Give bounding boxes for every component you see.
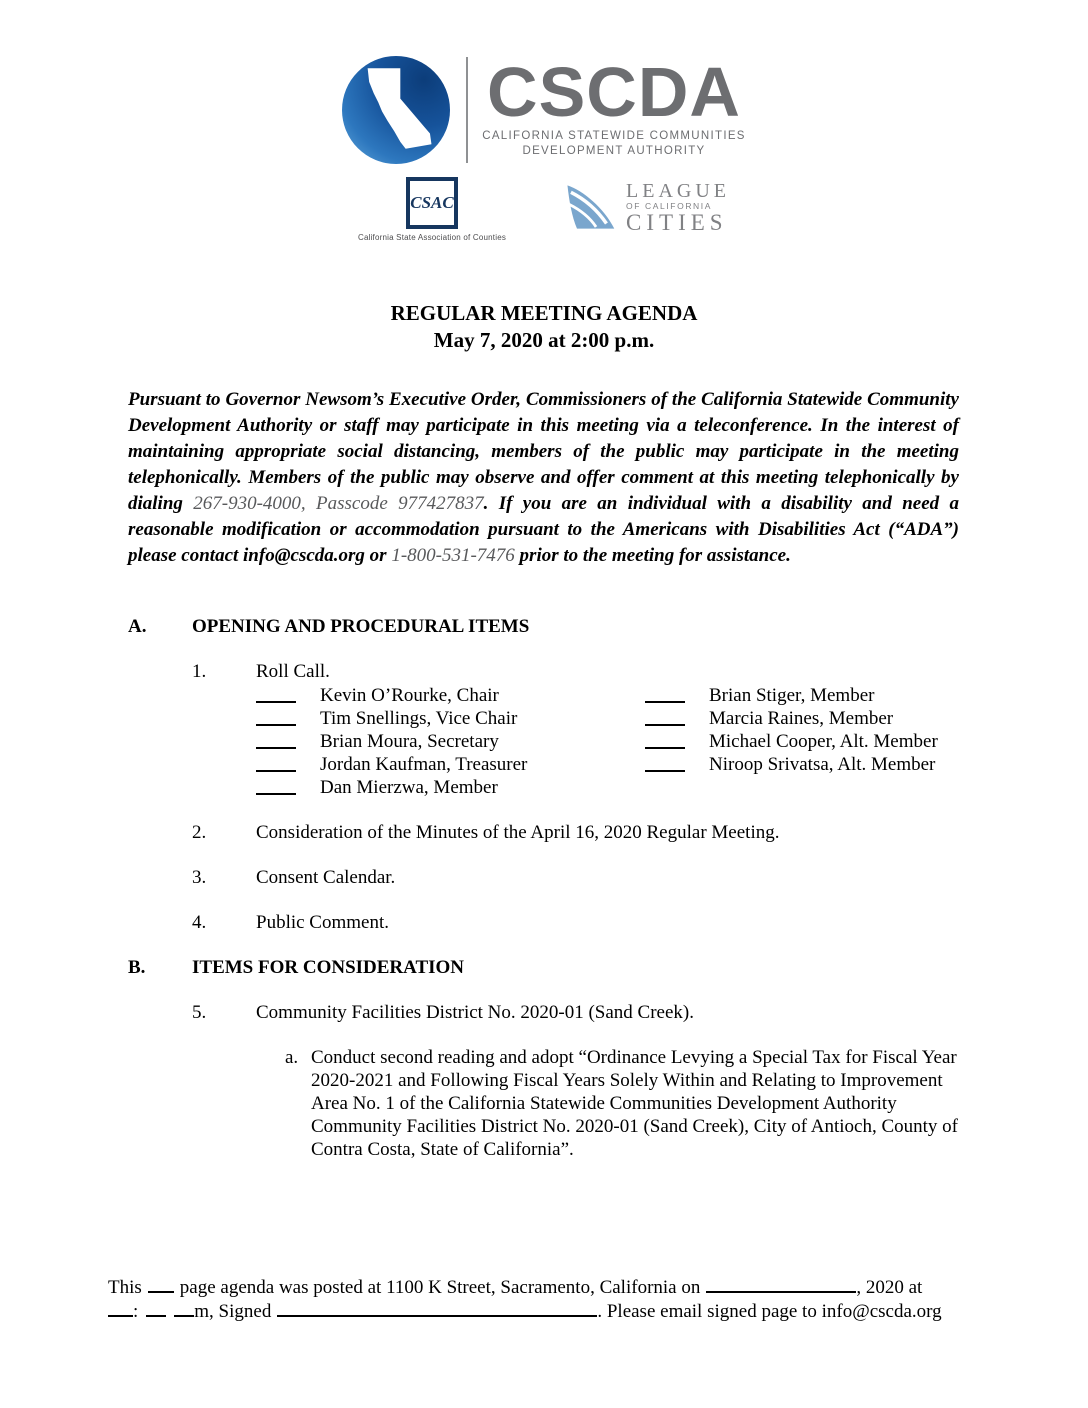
posting-line-2 <box>108 1300 976 1324</box>
league-wordmark-block <box>626 181 730 234</box>
org-name-line1: CALIFORNIA STATEWIDE COMMUNITIES <box>482 130 746 142</box>
item-5-text: Community Facilities District No. 2020-01 (Sand Creek). <box>256 1002 695 1023</box>
csac-wordmark: CSAC <box>410 193 454 212</box>
posting-text-email: . Please email signed page to info@cscda.org <box>597 1301 942 1322</box>
league-swoosh-icon <box>564 179 616 235</box>
posting-date-blank <box>706 1276 856 1293</box>
section-b-heading: ITEMS FOR CONSIDERATION <box>192 957 465 978</box>
section-a-heading: OPENING AND PROCEDURAL ITEMS <box>192 616 530 637</box>
csac-caption: California State Association of Counties <box>357 233 507 242</box>
posting-text: m, Signed <box>194 1301 272 1322</box>
am-pm-blank <box>174 1300 194 1317</box>
signature-blank <box>277 1300 597 1317</box>
item-3-number: 3. <box>192 867 207 888</box>
cscda-wordmark-block <box>482 53 746 159</box>
agenda-body <box>128 615 959 1161</box>
roll-call-blank <box>256 684 296 703</box>
posting-text: This <box>108 1277 142 1298</box>
posting-line-1 <box>108 1276 976 1300</box>
agenda-item-4 <box>192 911 959 934</box>
agenda-item-5 <box>192 1001 959 1024</box>
notice-text-2: . If you are an individual with a disability and need a reasonable modification or accommodation pursuant to the Americans with Disabilities Act (“ADA”) please contact info@cscda.org or <box>128 493 959 566</box>
posting-text: : <box>133 1301 139 1322</box>
roll-call-blank <box>256 753 296 772</box>
roll-call-blank <box>645 753 685 772</box>
roll-call-blank <box>256 730 296 749</box>
item-2-text: Consideration of the Minutes of the April 16, 2020 Regular Meeting. <box>256 822 780 843</box>
item-2-number: 2. <box>192 822 207 843</box>
item-4-number: 4. <box>192 912 207 933</box>
league-line3: CITIES <box>626 209 728 235</box>
agenda-item-1 <box>192 660 959 683</box>
roll-call-blank <box>256 707 296 726</box>
dial-in-number: 267-930-4000, Passcode 977427837 <box>193 493 484 514</box>
meeting-title: REGULAR MEETING AGENDA <box>390 301 698 325</box>
notice-text-1: Pursuant to Governor Newsom’s Executive Order, Commissioners of the California Statewide Community Development Authority or staff may participate in this meeting via a teleconference. In the interest of maintaining appropriate social distancing, members of the public may participate in the meeting telephonically. Members of the public may observe and offer comment at this meeting telephonically by dialing <box>128 389 959 514</box>
item-5a-text: Conduct second reading and adopt “Ordinance Levying a Special Tax for Fiscal Year 2020-2021 and Following Fiscal Years Solely Within and Relating to Improvement Area No. 1 of the California Statewide Communities Development Authority Community Facilities District No. 2020-01 (Sand Creek), City of Antioch, County of Contra Costa, State of California”. <box>311 1047 959 1160</box>
roll-call-blank <box>645 730 685 749</box>
california-globe-icon <box>342 56 450 164</box>
roll-call-name: Brian Stiger, Member <box>709 685 875 706</box>
section-a-label: A. <box>128 616 147 637</box>
section-b <box>128 956 959 979</box>
header-logos <box>0 53 1088 242</box>
hour-blank <box>108 1300 133 1317</box>
item-1-number: 1. <box>192 661 207 682</box>
roll-call-name: Kevin O’Rourke, Chair <box>320 685 499 706</box>
section-b-label: B. <box>128 957 146 978</box>
agenda-item-2 <box>192 821 959 844</box>
roll-call-name: Jordan Kaufman, Treasurer <box>320 754 528 775</box>
teleconference-notice <box>128 387 959 569</box>
roll-call-name: Tim Snellings, Vice Chair <box>320 708 518 729</box>
agenda-item-3 <box>192 866 959 889</box>
roll-call-name: Marcia Raines, Member <box>709 708 894 729</box>
roll-call-blank <box>256 776 296 795</box>
posting-text: page agenda was posted at 1100 K Street, Sacramento, California on <box>179 1277 701 1298</box>
csac-box-icon <box>406 177 458 229</box>
agenda-item-5a <box>285 1046 959 1161</box>
item-5a-letter: a. <box>285 1047 299 1068</box>
posting-text: , 2020 at <box>856 1277 923 1298</box>
roll-call-list <box>256 684 959 799</box>
roll-call-name: Michael Cooper, Alt. Member <box>709 731 938 752</box>
roll-call-name: Dan Mierzwa, Member <box>320 777 498 798</box>
cscda-logo <box>0 53 1088 164</box>
league-line2: OF CALIFORNIA <box>626 200 713 211</box>
meeting-datetime: May 7, 2020 at 2:00 p.m. <box>433 328 655 352</box>
item-5-number: 5. <box>192 1002 207 1023</box>
csac-logo <box>358 177 506 242</box>
ada-phone-number: 1-800-531-7476 <box>391 545 515 566</box>
roll-call-blank <box>645 707 685 726</box>
section-a <box>128 615 959 638</box>
meeting-title-block <box>0 300 1088 354</box>
posting-statement <box>108 1276 976 1324</box>
cscda-wordmark: CSCDA <box>487 53 741 131</box>
roll-call-name: Brian Moura, Secretary <box>320 731 499 752</box>
league-logo <box>564 179 730 235</box>
roll-call-blank <box>645 684 685 703</box>
item-1-text: Roll Call. <box>256 661 330 682</box>
notice-text-3: prior to the meeting for assistance. <box>514 545 791 566</box>
item-3-text: Consent Calendar. <box>256 867 396 888</box>
minute-blank <box>146 1300 166 1317</box>
partner-logos <box>0 177 1088 242</box>
league-line1: LEAGUE <box>626 179 731 202</box>
item-4-text: Public Comment. <box>256 912 389 933</box>
logo-divider <box>466 57 468 163</box>
roll-call-name: Niroop Srivatsa, Alt. Member <box>709 754 936 775</box>
org-name-line2: DEVELOPMENT AUTHORITY <box>522 145 706 157</box>
page-count-blank <box>148 1276 174 1293</box>
california-map-icon <box>357 65 433 155</box>
